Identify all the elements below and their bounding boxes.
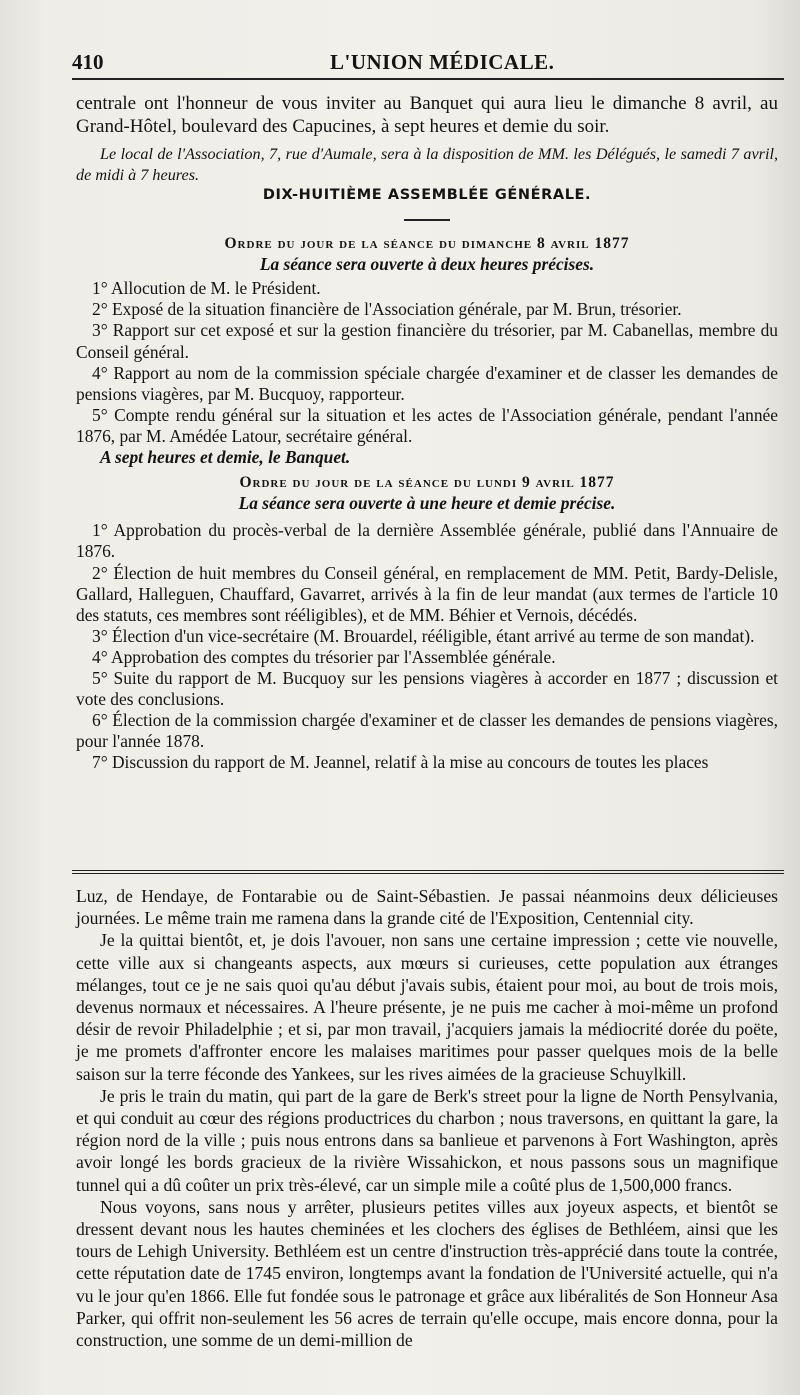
assembly-heading: DIX-HUITIÈME ASSEMBLÉE GÉNÉRALE. [262, 187, 592, 203]
heading-rule [404, 219, 450, 221]
session1-item: 3° Rapport sur cet exposé et sur la gestion financière du trésorier, par M. Cabanellas, membre du Conseil général. [76, 320, 778, 362]
session2-item: 5° Suite du rapport de M. Bucquoy sur les pensions viagères à accorder en 1877 ; discussion et vote des conclusions. [76, 667, 778, 710]
session2-opening: La séance sera ouverte à une heure et demie précise. [238, 493, 616, 514]
delegates-note: Le local de l'Association, 7, rue d'Aumale, sera à la disposition de MM. les Délégués, le samedi 7 avril, de midi à 7 heures. [76, 145, 778, 184]
session2-item: 2° Élection de huit membres du Conseil général, en remplacement de MM. Petit, Bardy-Delisle, Gallard, Halleguen, Chauffard, Gavarret, arrivés à la fin de leur mandat (aux termes de l'article 10 des statuts, ces membres sont rééligibles), et de MM. Béhier et Vernois, décédés. [76, 562, 778, 625]
feuilleton-paragraph: Luz, de Hendaye, de Fontarabie ou de Saint-Sébastien. Je passai néanmoins deux délicieuses journées. Le même train me ramena dans la grande cité de l'Exposition, Centennial city. [76, 886, 778, 929]
session2-item: 6° Élection de la commission chargée d'examiner et de classer les demandes de pensions viagères, pour l'année 1878. [76, 710, 778, 752]
banquet-invitation: centrale ont l'honneur de vous inviter au Banquet qui aura lieu le dimanche 8 avril, au Grand-Hôtel, boulevard des Capucines, à sept heures et demie du soir. [76, 93, 778, 137]
session1-item: 5° Compte rendu général sur la situation et les actes de l'Association générale, pendant l'année 1876, par M. Amédée Latour, secrétaire général. [76, 404, 778, 446]
session2-item: 1° Approbation du procès-verbal de la dernière Assemblée générale, publié dans l'Annuaire de 1876. [76, 520, 778, 562]
banquet-time: A sept heures et demie, le Banquet. [100, 447, 351, 468]
feuilleton-article [76, 885, 778, 1351]
top-article [76, 92, 778, 773]
session1-heading: Ordre du jour de la séance du dimanche 8 avril 1877 [224, 235, 630, 253]
session1-item: 2° Exposé de la situation financière de l'Association générale, par M. Brun, trésorier. [92, 299, 682, 320]
feuilleton-separator [72, 870, 784, 874]
feuilleton-paragraph: Nous voyons, sans nous y arrêter, plusieurs petites villes aux joyeux aspects, et bientôt se dressent devant nous les hautes cheminées et les clochers des églises de Bethléem, ainsi que les tours de Lehigh University. Bethléem est un centre d'instruction très-apprécié dans toute la contrée, cette réputation date de 1745 environ, longtemps avant la fondation de l'Université actuelle, qui n'a vu le jour qu'en 1866. Elle fut fondée sous le patronage et grâce aux libéralités de Son Honneur Asa Parker, qui offrit non-seulement les 56 acres de terrain qu'elle occupe, mais encore donna, pour la construction, une somme de un demi-million de [76, 1196, 778, 1351]
session2-item: 7° Discussion du rapport de M. Jeannel, relatif à la mise au concours de toutes les places [92, 752, 709, 773]
page-header [72, 44, 782, 74]
session1-item: 4° Rapport au nom de la commission spéciale chargée d'examiner et de classer les demandes de pensions viagères, par M. Bucquoy, rapporteur. [76, 362, 778, 404]
session1-item: 1° Allocution de M. le Président. [92, 278, 321, 299]
session1-opening: La séance sera ouverte à deux heures précises. [259, 254, 595, 275]
session2-item: 4° Approbation des comptes du trésorier par l'Assemblée générale. [92, 646, 556, 667]
page-number: 410 [72, 50, 104, 74]
session2-heading: Ordre du jour de la séance du lundi 9 avril 1877 [239, 474, 615, 492]
feuilleton-paragraph: Je pris le train du matin, qui part de la gare de Berk's street pour la ligne de North Pensylvania, et qui conduit au cœur des régions productrices du charbon ; nous traversons, en quittant la gare, la région nord de la ville ; puis nous entrons dans sa banlieue et parvenons à Fort Washington, après avoir longé les bords gracieux de la rivière Wissahickon, et nous passons sous un magnifique tunnel qui a dû coûter un prix très-élevé, car un simple mile a coûté plus de 1,500,000 francs. [76, 1085, 778, 1195]
feuilleton-paragraph: Je la quittai bientôt, et, je dois l'avouer, non sans une certaine impression ; cette vie nouvelle, cette ville aux si changeants aspects, aux mœurs si curieuses, cette population aux étranges mélanges, tout ce je ne sais quoi qu'au début j'avais subis, étaient pour moi, au bout de trois mois, devenus normaux et nécessaires. A l'heure présente, je ne puis me cacher à moi-même un profond désir de revoir Philadelphie ; et si, par mon travail, j'acquiers jamais la médiocrité dorée du poëte, je me promets d'affronter encore les malaises maritimes pour passer quelques mois de la belle saison sur la terre féconde des Yankees, sur les rives aimées de la gracieuse Schuylkill. [76, 930, 778, 1084]
session2-item: 3° Élection d'un vice-secrétaire (M. Brouardel, rééligible, étant arrivé au terme de son mandat). [92, 625, 755, 646]
header-rule [72, 78, 784, 80]
journal-title: L'UNION MÉDICALE. [330, 50, 555, 74]
